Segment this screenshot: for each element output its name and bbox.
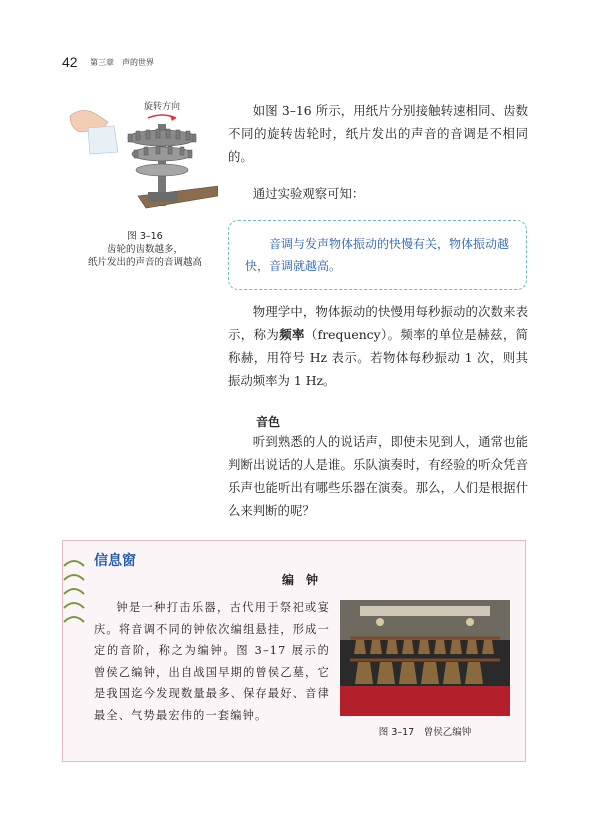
arrow-head-icon <box>170 115 176 121</box>
figure-caption-3-16 <box>60 230 230 269</box>
paper-strip-icon <box>88 126 118 154</box>
frequency-text-b: （frequency）。频率的单位是赫兹，简称赫，用符号 Hz 表示。若物体每秒振动 1 次，则其振动频率为 1 Hz。 <box>228 327 529 388</box>
gear-experiment-figure <box>68 96 218 226</box>
timbre-heading: 音色 <box>256 415 281 429</box>
chapter-title: 第三章 声的世界 <box>90 58 154 67</box>
frequency-term: 频率 <box>279 327 305 342</box>
frequency-text-a: 物理学中，物体振动的快慢用每秒振动的次数来表示，称为 <box>228 304 528 342</box>
conclusion-box <box>228 220 527 290</box>
caption-number: 图 3–16 <box>127 231 163 242</box>
rotation-direction-label: 旋转方向 <box>143 102 181 112</box>
timbre-paragraph: 听到熟悉的人的说话声，即使未见到人，通常也能判断出说话的人是谁。乐队演奏时，有经验的听众凭音乐声也能听出有哪些乐器在演奏。那么，人们是根据什么来判断的呢？ <box>228 434 528 518</box>
page-number: 42 <box>62 54 78 70</box>
bianzhong-photo <box>340 600 510 716</box>
frequency-paragraph <box>228 300 528 392</box>
intro-paragraph: 如图 3–16 所示，用纸片分别接触转速相同、齿数不同的旋转齿轮时，纸片发出的声音的音调是不相同的。 <box>228 103 528 164</box>
observe-paragraph: 通过实验观察可知： <box>252 186 365 201</box>
binder-rings-icon <box>60 556 90 636</box>
caption-line-2: 纸片发出的声音的音调越高 <box>87 257 202 268</box>
photo-caption-3-17: 图 3–17 曾侯乙编钟 <box>378 727 472 738</box>
info-window-title: 信息窗 <box>94 553 136 569</box>
caption-line-1: 齿轮的齿数越多， <box>106 244 183 255</box>
info-heading: 编钟 <box>282 573 331 587</box>
conclusion-text: 音调与发声物体振动的快慢有关，物体振动越快，音调就越高。 <box>245 237 510 273</box>
info-body-text: 钟是一种打击乐器，古代用于祭祀或宴庆。将音调不同的钟依次编组悬挂，形成一定的音阶，称之为编钟。图 3–17 展示的曾侯乙编钟，出自战国早期的曾侯乙墓，它是我国迄今发现数量最多、保存最好、音律最全、气势最宏伟的一套编钟。 <box>94 601 330 722</box>
